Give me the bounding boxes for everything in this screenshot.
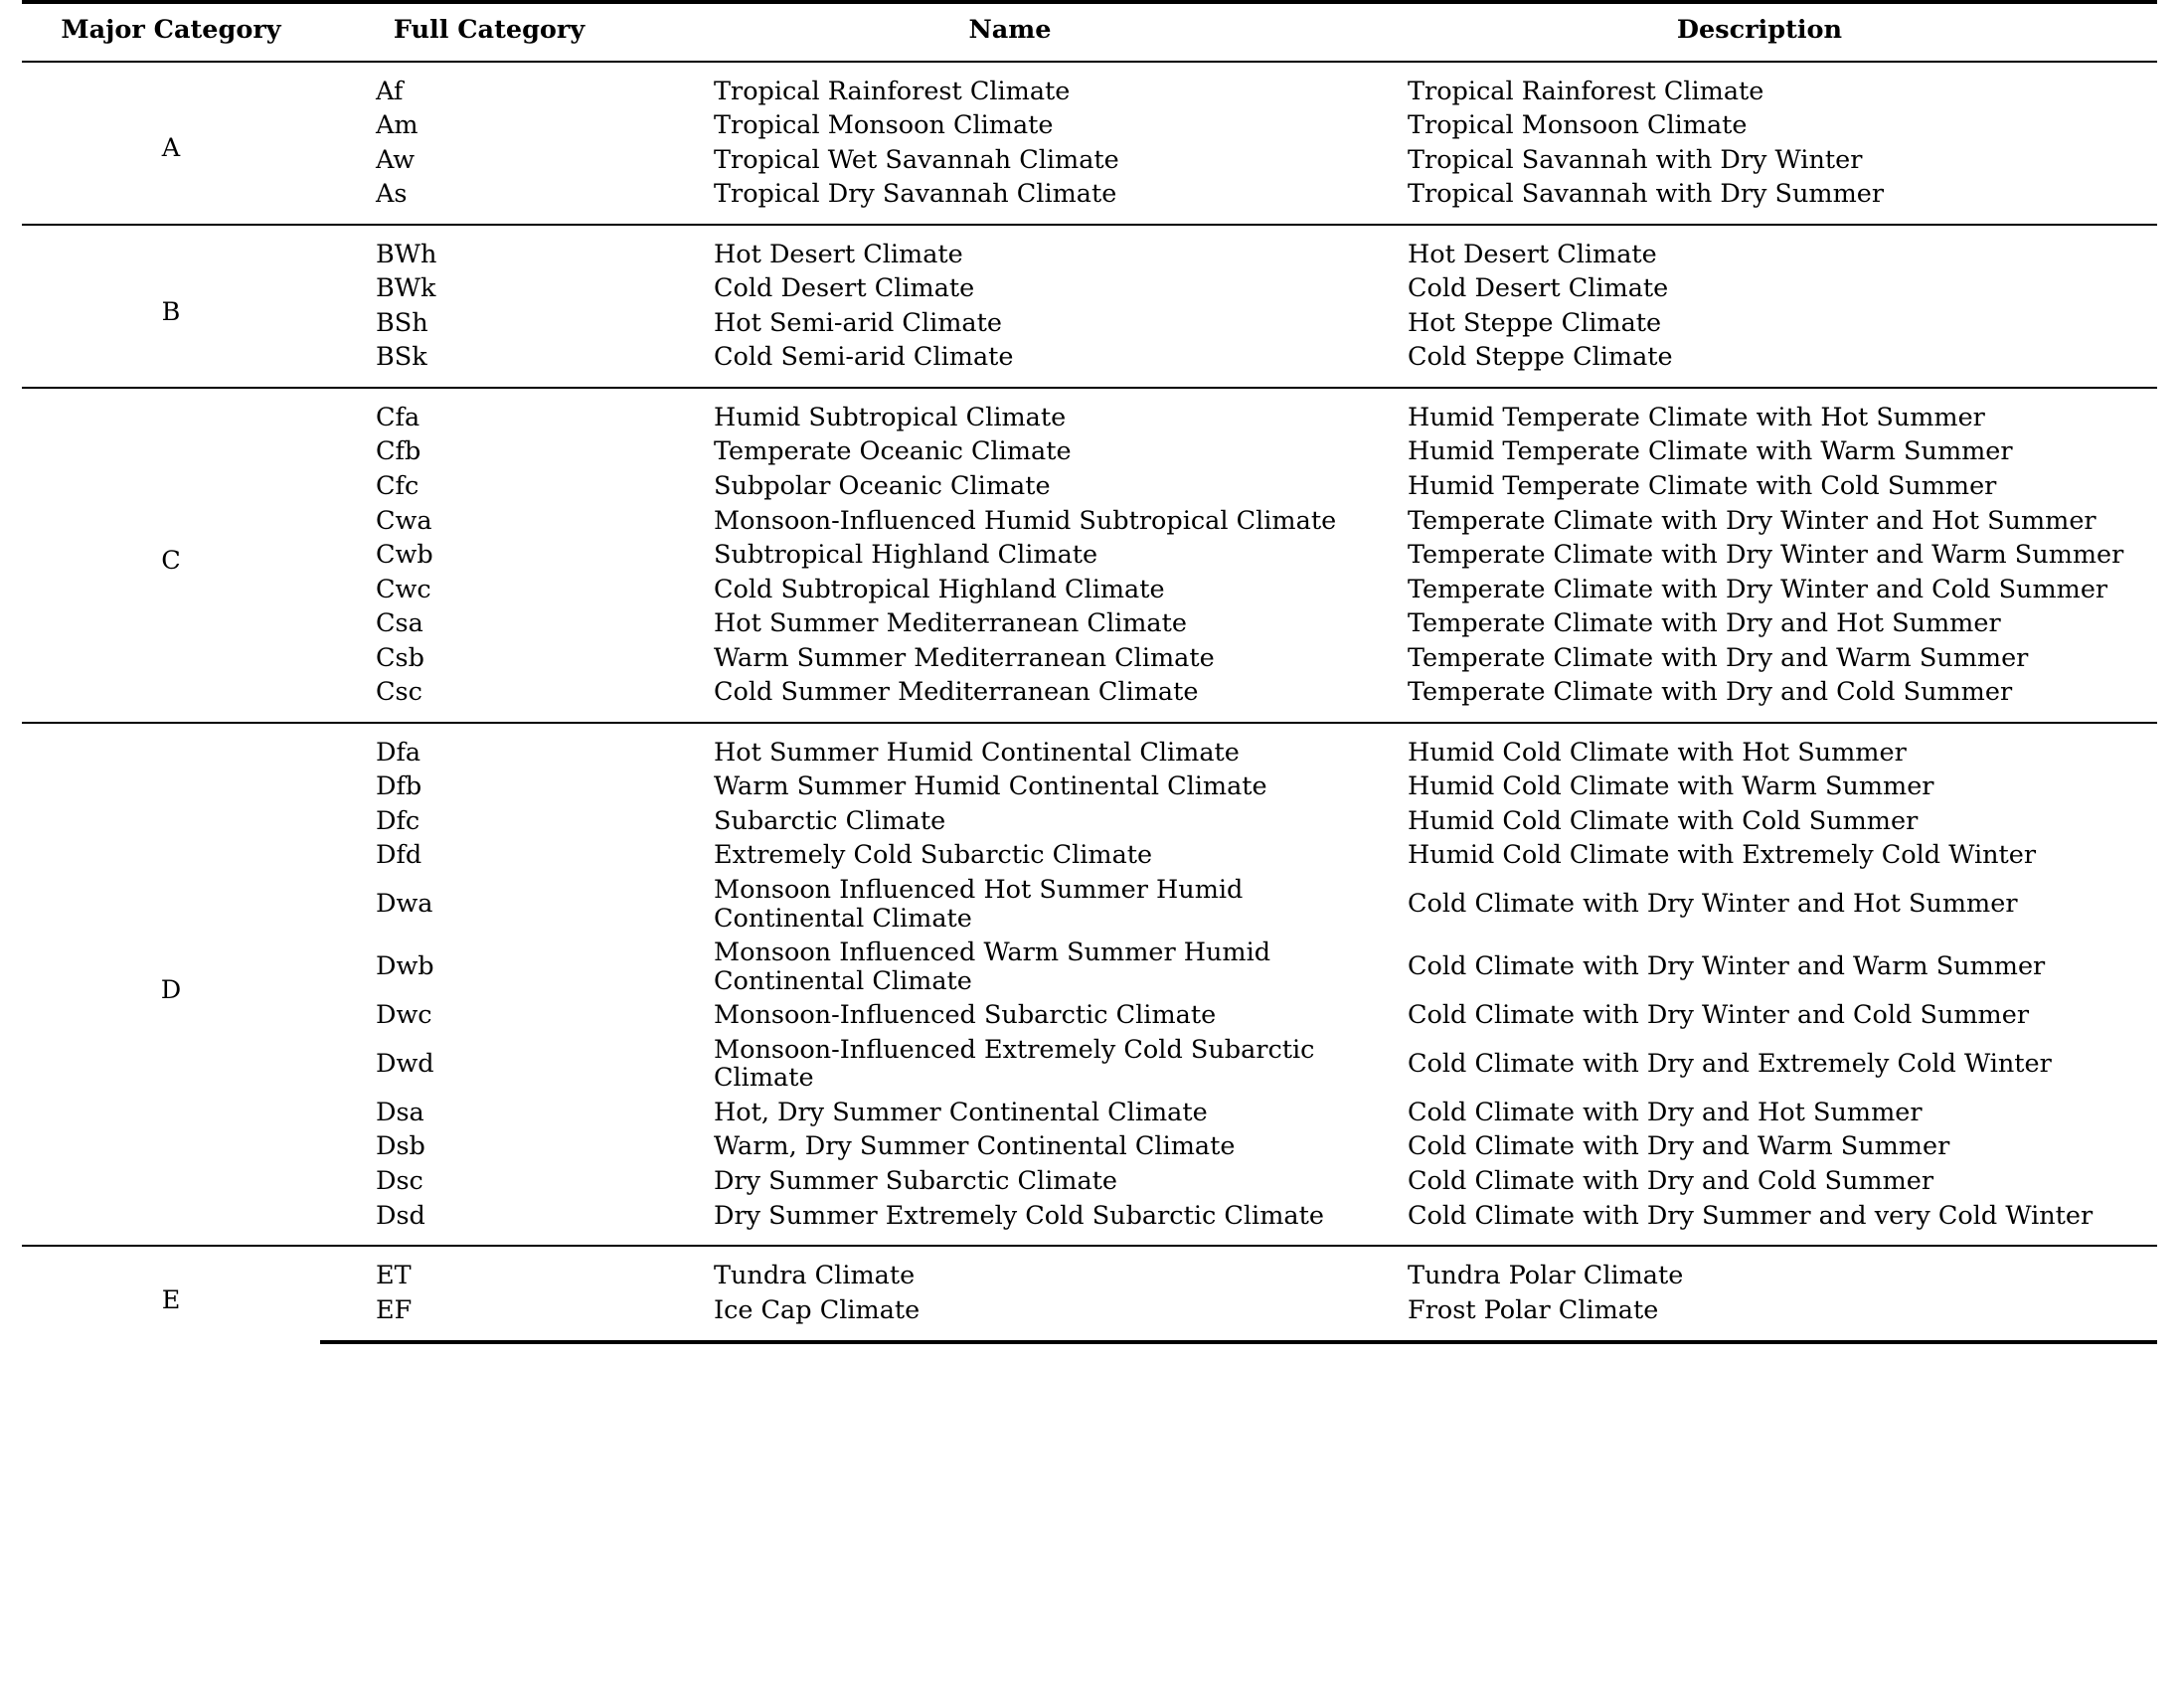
full-category-cell: Dwd [376, 1049, 434, 1080]
full-category-cell: Cwa [376, 505, 432, 536]
climate-description-cell: Cold Climate with Dry Winter and Cold Summer [1408, 1000, 2030, 1031]
climate-name-cell: Subtropical Highland Climate [714, 540, 1098, 571]
table-row [22, 340, 2157, 388]
table-row [22, 271, 2157, 306]
major-category-cell: D [22, 723, 320, 1246]
table-row [22, 1246, 2157, 1293]
column-header-description: Description [1676, 15, 1843, 45]
climate-name-cell: Subarctic Climate [714, 805, 946, 836]
full-category-cell: Dsa [376, 1097, 424, 1127]
climate-description-cell: Cold Desert Climate [1408, 273, 1669, 304]
climate-description-cell: Temperate Climate with Dry and Cold Summer [1408, 677, 2013, 708]
full-category-cell: EF [320, 1293, 658, 1343]
table-row [22, 143, 2157, 178]
table-row [22, 108, 2157, 143]
full-category-cell: BWh [320, 225, 658, 272]
climate-name-cell: Warm Summer Mediterranean Climate [714, 642, 1215, 673]
climate-name-cell: Hot Semi-arid Climate [714, 307, 1002, 338]
climate-description-cell: Humid Temperate Climate with Cold Summer [1408, 471, 1997, 502]
climate-description-cell: Humid Temperate Climate with Hot Summer [1362, 388, 2157, 435]
climate-name-cell: Tropical Monsoon Climate [714, 110, 1054, 141]
climate-description-cell: Tropical Rainforest Climate [1408, 76, 1764, 106]
climate-name-cell: Cold Summer Mediterranean Climate [714, 677, 1199, 708]
climate-name-cell: Monsoon Influenced Warm Summer Humid Continental Climate [714, 938, 1271, 996]
table-row [22, 606, 2157, 641]
table-row [22, 873, 2157, 936]
full-category-cell: Cfb [376, 436, 421, 467]
column-header-name: Name [968, 15, 1052, 45]
table-row [22, 177, 2157, 225]
climate-name-cell: Tropical Dry Savannah Climate [714, 179, 1117, 210]
full-category-cell: BSh [376, 307, 428, 338]
table-row [22, 62, 2157, 109]
full-category-cell: Dfa [320, 723, 658, 770]
full-category-cell: Dsd [376, 1200, 425, 1231]
table-row [22, 306, 2157, 341]
climate-description-cell: Frost Polar Climate [1362, 1293, 2157, 1343]
major-category-cell: E [22, 1246, 320, 1342]
climate-description-cell: Tropical Savannah with Dry Winter [1408, 144, 1863, 175]
full-category-cell: ET [320, 1246, 658, 1293]
climate-description-cell: Hot Steppe Climate [1408, 307, 1662, 338]
climate-name-cell: Cold Subtropical Highland Climate [714, 574, 1165, 604]
full-category-cell: Dfb [376, 771, 422, 802]
climate-name-cell: Monsoon Influenced Hot Summer Humid Continental Climate [714, 875, 1244, 934]
full-category-cell: Dfd [376, 840, 422, 871]
full-category-cell: Cwb [376, 540, 433, 571]
climate-name-cell: Monsoon-Influenced Humid Subtropical Climate [714, 505, 1337, 536]
full-category-cell: BSk [376, 342, 427, 373]
climate-name-cell: Monsoon-Influenced Extremely Cold Subarctic Climate [714, 1034, 1315, 1094]
climate-description-cell: Cold Climate with Dry Summer and very Cold Winter [1408, 1200, 2094, 1231]
full-category-cell: Am [376, 110, 419, 141]
table-body [22, 62, 2157, 1343]
table-header-row [22, 2, 2157, 62]
climate-name-cell: Hot Summer Humid Continental Climate [658, 723, 1362, 770]
full-category-cell: Cfa [320, 388, 658, 435]
full-category-cell: Dfc [376, 805, 420, 836]
climate-description-cell: Cold Climate with Dry and Extremely Cold Winter [1408, 1049, 2052, 1080]
climate-name-cell: Temperate Oceanic Climate [714, 436, 1072, 467]
table-row [22, 1199, 2157, 1247]
full-category-cell: Dwa [376, 889, 433, 920]
climate-description-cell: Cold Steppe Climate [1408, 342, 1673, 373]
major-category-cell: C [22, 388, 320, 723]
climate-name-cell: Extremely Cold Subarctic Climate [714, 840, 1153, 871]
full-category-cell: Af [376, 76, 404, 106]
table-row [22, 573, 2157, 607]
climate-name-cell: Hot, Dry Summer Continental Climate [714, 1097, 1208, 1127]
table-row [22, 723, 2157, 770]
climate-description-cell: Humid Temperate Climate with Warm Summer [1408, 436, 2013, 467]
table-row [22, 675, 2157, 723]
table-row [22, 1129, 2157, 1164]
table-row [22, 1096, 2157, 1130]
full-category-cell: Cwc [376, 574, 431, 604]
full-category-cell: Csb [376, 642, 424, 673]
full-category-cell: Cfc [376, 471, 419, 502]
climate-description-cell: Tropical Monsoon Climate [1408, 110, 1748, 141]
climate-description-cell: Humid Cold Climate with Extremely Cold Winter [1408, 840, 2037, 871]
climate-description-cell: Temperate Climate with Dry Winter and Hot Summer [1408, 505, 2096, 536]
climate-name-cell: Dry Summer Extremely Cold Subarctic Climate [714, 1200, 1324, 1231]
climate-description-cell: Cold Climate with Dry and Cold Summer [1408, 1165, 1934, 1196]
climate-name-cell: Warm Summer Humid Continental Climate [714, 771, 1267, 802]
climate-description-cell: Temperate Climate with Dry and Warm Summer [1408, 642, 2029, 673]
climate-description-cell: Humid Cold Climate with Hot Summer [1362, 723, 2157, 770]
climate-name-cell: Monsoon-Influenced Subarctic Climate [714, 1000, 1217, 1031]
climate-description-cell: Tropical Savannah with Dry Summer [1408, 179, 1885, 210]
climate-description-cell: Cold Climate with Dry Winter and Warm Summer [1408, 951, 2046, 982]
climate-name-cell: Warm, Dry Summer Continental Climate [714, 1131, 1236, 1162]
table-row [22, 1033, 2157, 1096]
full-category-cell: As [376, 179, 408, 210]
column-header-major-category: Major Category [61, 15, 281, 45]
table-row [22, 838, 2157, 873]
full-category-cell: BWk [376, 273, 436, 304]
full-category-cell: Dsb [376, 1131, 425, 1162]
climate-description-cell: Tundra Polar Climate [1362, 1246, 2157, 1293]
full-category-cell: Dwb [376, 951, 434, 982]
climate-name-cell: Dry Summer Subarctic Climate [714, 1165, 1118, 1196]
full-category-cell: Csa [376, 608, 423, 639]
climate-description-cell: Cold Climate with Dry and Warm Summer [1408, 1131, 1950, 1162]
climate-name-cell: Tropical Wet Savannah Climate [714, 144, 1119, 175]
table-row [22, 998, 2157, 1033]
climate-name-cell: Cold Semi-arid Climate [714, 342, 1014, 373]
table-row [22, 1164, 2157, 1199]
climate-description-cell: Humid Cold Climate with Cold Summer [1408, 805, 1919, 836]
climate-name-cell: Ice Cap Climate [658, 1293, 1362, 1343]
table-row [22, 538, 2157, 573]
climate-name-cell: Cold Desert Climate [714, 273, 975, 304]
table-header [22, 2, 2157, 62]
table-row [22, 504, 2157, 539]
full-category-cell: Dsc [376, 1165, 423, 1196]
climate-description-cell: Cold Climate with Dry and Hot Summer [1408, 1097, 1923, 1127]
table-row [22, 936, 2157, 998]
full-category-cell: Csc [376, 677, 422, 708]
climate-name-cell: Hot Desert Climate [658, 225, 1362, 272]
climate-name-cell: Tundra Climate [658, 1246, 1362, 1293]
climate-description-cell: Hot Desert Climate [1362, 225, 2157, 272]
table-row [22, 469, 2157, 504]
table-row [22, 804, 2157, 839]
major-category-cell: B [22, 225, 320, 388]
table-row [22, 388, 2157, 435]
table-row [22, 434, 2157, 469]
table-row [22, 641, 2157, 676]
climate-description-cell: Temperate Climate with Dry Winter and Warm Summer [1408, 540, 2124, 571]
table-row [22, 769, 2157, 804]
full-category-cell: Dwc [376, 1000, 432, 1031]
climate-name-cell: Humid Subtropical Climate [658, 388, 1362, 435]
climate-description-cell: Temperate Climate with Dry and Hot Summer [1408, 608, 2001, 639]
table-row [22, 225, 2157, 272]
climate-name-cell: Subpolar Oceanic Climate [714, 471, 1051, 502]
climate-name-cell: Tropical Rainforest Climate [714, 76, 1071, 106]
climate-description-cell: Cold Climate with Dry Winter and Hot Summer [1408, 889, 2018, 920]
climate-description-cell: Temperate Climate with Dry Winter and Cold Summer [1408, 574, 2108, 604]
table-row [22, 1293, 2157, 1343]
koppen-climate-table [22, 0, 2157, 1344]
column-header-full-category: Full Category [393, 15, 586, 45]
climate-name-cell: Hot Summer Mediterranean Climate [714, 608, 1187, 639]
full-category-cell: Aw [376, 144, 416, 175]
climate-description-cell: Humid Cold Climate with Warm Summer [1408, 771, 1934, 802]
major-category-cell: A [161, 133, 181, 164]
